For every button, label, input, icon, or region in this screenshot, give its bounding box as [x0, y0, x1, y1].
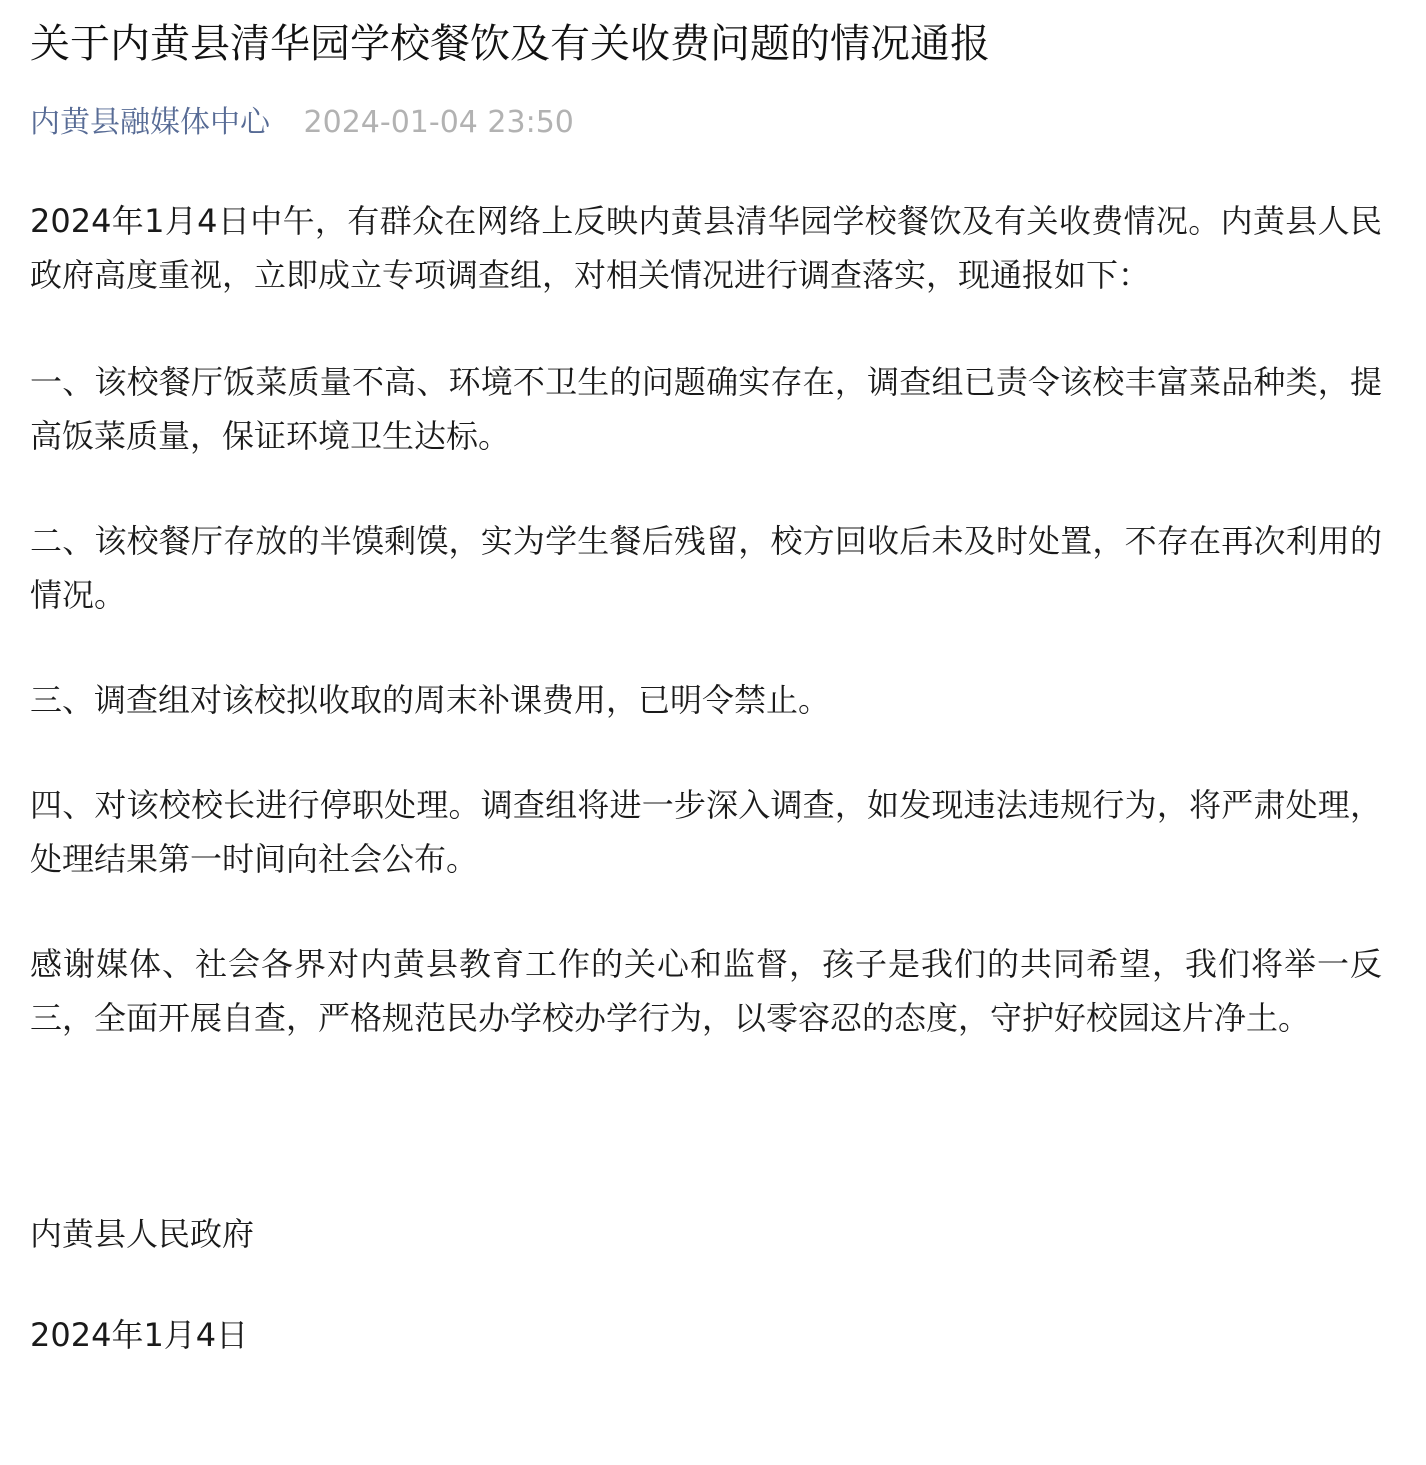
article-meta [30, 104, 1382, 142]
paragraph-item-3: 三、调查组对该校拟收取的周末补课费用，已明令禁止。 [30, 681, 831, 719]
signature-date: 2024年1月4日 [30, 1316, 249, 1354]
paragraph-item-4: 四、对该校校长进行停职处理。调查组将进一步深入调查，如发现违法违规行为，将严肃处理，处理结果第一时间向社会公布。 [30, 786, 1382, 878]
signature-organization: 内黄县人民政府 [30, 1215, 255, 1253]
account-name-link[interactable]: 内黄县融媒体中心 [30, 105, 270, 140]
publish-time: 2024-01-04 23:50 [303, 105, 574, 140]
article-title: 关于内黄县清华园学校餐饮及有关收费问题的情况通报 [30, 21, 990, 67]
article-content [30, 194, 1382, 1362]
paragraph-intro: 2024年1月4日中午，有群众在网络上反映内黄县清华园学校餐饮及有关收费情况。内黄县人民政府高度重视，立即成立专项调查组，对相关情况进行调查落实，现通报如下： [30, 202, 1382, 294]
paragraph-item-2: 二、该校餐厅存放的半馍剩馍，实为学生餐后残留，校方回收后未及时处置，不存在再次利用的情况。 [30, 522, 1382, 614]
paragraph-item-1: 一、该校餐厅饭菜质量不高、环境不卫生的问题确实存在，调查组已责令该校丰富菜品种类，提高饭菜质量，保证环境卫生达标。 [30, 363, 1382, 455]
paragraph-closing: 感谢媒体、社会各界对内黄县教育工作的关心和监督，孩子是我们的共同希望，我们将举一反三，全面开展自查，严格规范民办学校办学行为，以零容忍的态度，守护好校园这片净土。 [30, 945, 1382, 1037]
